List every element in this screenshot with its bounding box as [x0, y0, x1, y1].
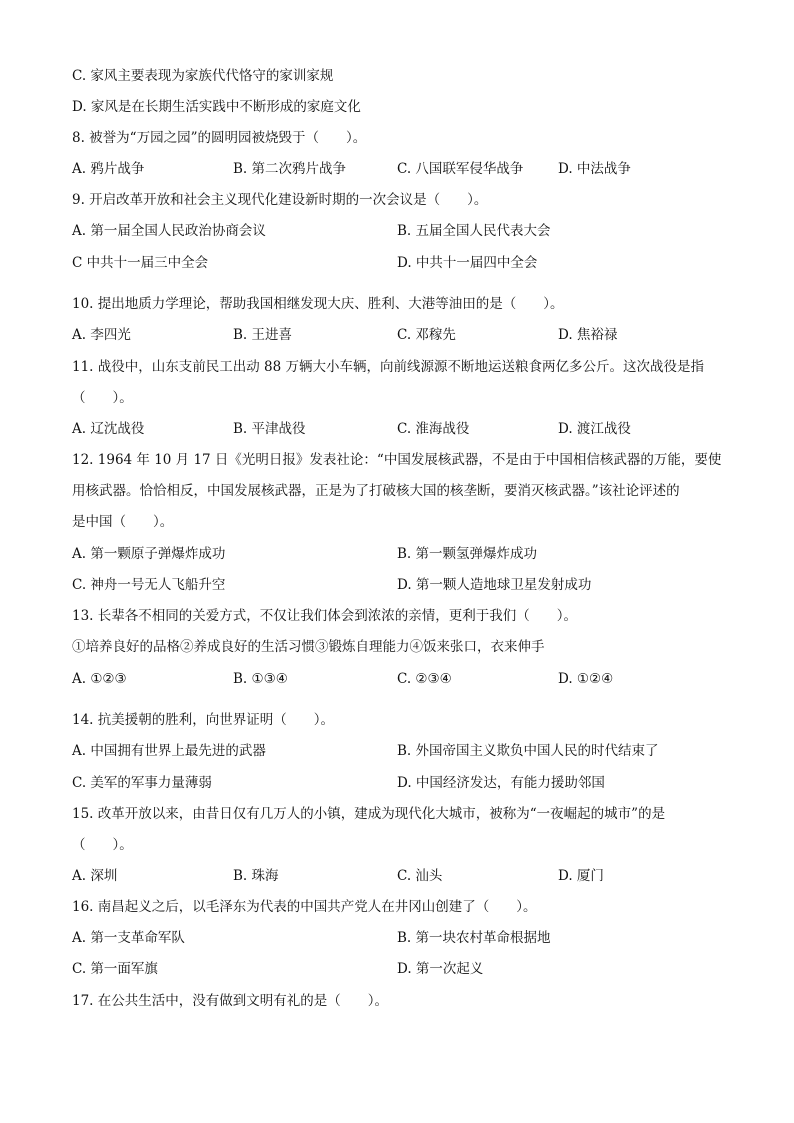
q12-option-b: B. 第一颗氢弹爆炸成功: [397, 546, 538, 562]
q8-option-c: C. 八国联军侵华战争: [397, 161, 524, 177]
q9-option-d: D. 中共十一届四中全会: [397, 255, 538, 271]
q10-stem: 10. 提出地质力学理论，帮助我国相继发现大庆、胜利、大港等油田的是（ ）。: [72, 296, 564, 312]
q11-stem-cont: （ ）。: [72, 390, 133, 406]
q16-option-b: B. 第一块农村革命根据地: [397, 930, 551, 946]
q13-option-c: C. ②③④: [397, 671, 452, 687]
q9-option-c: C 中共十一届三中全会: [72, 255, 209, 271]
q11-option-d: D. 渡江战役: [558, 421, 631, 437]
q11-option-c: C. 淮海战役: [397, 421, 470, 437]
q10-option-a: A. 李四光: [72, 327, 131, 343]
q13-stem: 13. 长辈各不相同的关爱方式，不仅让我们体会到浓浓的亲情，更利于我们（ ）。: [72, 608, 578, 624]
q13-option-a: A. ①②③: [72, 671, 127, 687]
q8-stem: 8. 被誉为“万园之园”的圆明园被烧毁于（ ）。: [72, 130, 367, 146]
q13-option-d: D. ①②④: [558, 671, 614, 687]
q12-stem-cont-2: 是中国（ ）。: [72, 514, 174, 530]
q12-stem-cont-1: 用核武器。恰恰相反，中国发展核武器，正是为了打破核大国的核垄断，要消灭核武器。”该社论评述的: [72, 483, 680, 499]
q14-option-b: B. 外国帝国主义欺负中国人民的时代结束了: [397, 743, 659, 759]
q17-stem: 17. 在公共生活中，没有做到文明有礼的是（ ）。: [72, 993, 389, 1009]
q14-stem: 14. 抗美援朝的胜利，向世界证明（ ）。: [72, 712, 335, 728]
q12-stem: 12. 1964 年 10 月 17 日《光明日报》发表社论：“中国发展核武器，不是由于中国相信核武器的万能，要使: [72, 452, 722, 468]
q13-option-b: B. ①③④: [233, 671, 288, 687]
q12-option-a: A. 第一颗原子弹爆炸成功: [72, 546, 226, 562]
q9-option-b: B. 五届全国人民代表大会: [397, 223, 551, 239]
q16-option-c: C. 第一面军旗: [72, 961, 158, 977]
q12-option-c: C. 神舟一号无人飞船升空: [72, 577, 226, 593]
q8-option-a: A. 鸦片战争: [72, 161, 145, 177]
q7-option-d: D. 家风是在长期生活实践中不断形成的家庭文化: [72, 99, 361, 115]
q10-option-d: D. 焦裕禄: [558, 327, 618, 343]
q15-option-c: C. 汕头: [397, 868, 443, 884]
q8-option-b: B. 第二次鸦片战争: [233, 161, 347, 177]
q11-option-a: A. 辽沈战役: [72, 421, 145, 437]
q12-option-d: D. 第一颗人造地球卫星发射成功: [397, 577, 592, 593]
q16-stem: 16. 南昌起义之后，以毛泽东为代表的中国共产党人在井冈山创建了（ ）。: [72, 899, 537, 915]
q15-stem: 15. 改革开放以来，由昔日仅有几万人的小镇，建成为现代化大城市，被称为“一夜崛起的城市”的是: [72, 806, 666, 822]
q14-option-d: D. 中国经济发达，有能力援助邻国: [397, 775, 605, 791]
q15-option-b: B. 珠海: [233, 868, 279, 884]
q15-option-a: A. 深圳: [72, 868, 118, 884]
q10-option-c: C. 邓稼先: [397, 327, 456, 343]
q16-option-a: A. 第一支革命军队: [72, 930, 185, 946]
q14-option-c: C. 美军的军事力量薄弱: [72, 775, 212, 791]
q7-option-c: C. 家风主要表现为家族代代恪守的家训家规: [72, 68, 334, 84]
q15-stem-cont: （ ）。: [72, 837, 133, 853]
q14-option-a: A. 中国拥有世界上最先进的武器: [72, 743, 266, 759]
q15-option-d: D. 厦门: [558, 868, 604, 884]
q9-option-a: A. 第一届全国人民政治协商会议: [72, 223, 266, 239]
q10-option-b: B. 王进喜: [233, 327, 293, 343]
q11-option-b: B. 平津战役: [233, 421, 306, 437]
q9-stem: 9. 开启改革开放和社会主义现代化建设新时期的一次会议是（ ）。: [72, 192, 488, 208]
q11-stem: 11. 战役中，山东支前民工出动 88 万辆大小车辆，向前线源源不断地运送粮食两亿多公斤。这次战役是指: [72, 359, 705, 375]
q13-statements: ①培养良好的品格②养成良好的生活习惯③锻炼自理能力④饭来张口，衣来伸手: [72, 639, 545, 655]
q8-option-d: D. 中法战争: [558, 161, 631, 177]
q16-option-d: D. 第一次起义: [397, 961, 484, 977]
